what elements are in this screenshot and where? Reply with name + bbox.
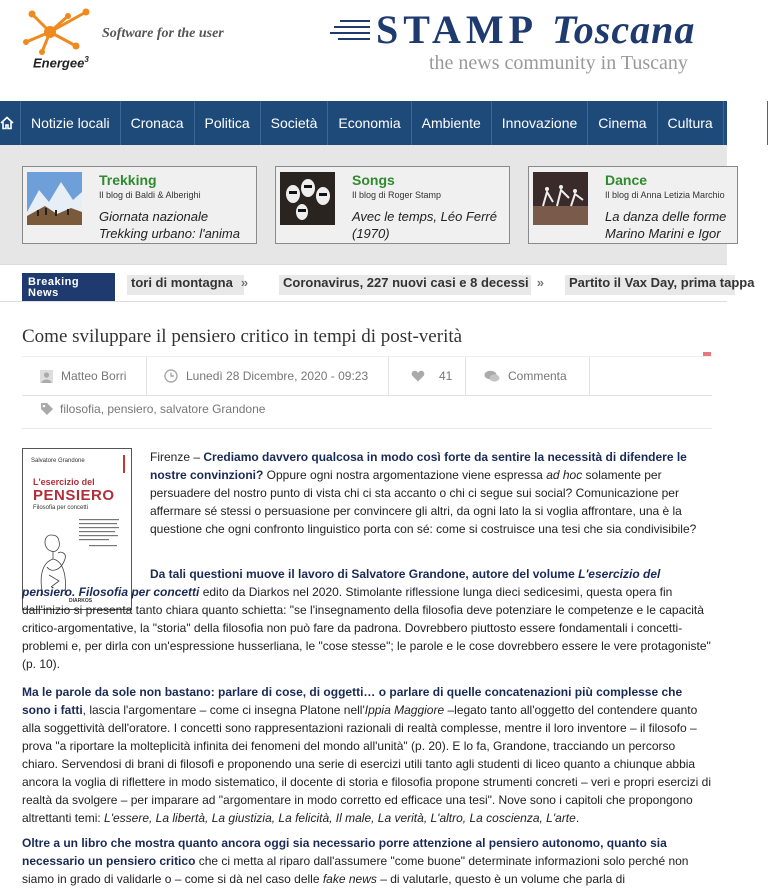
chevron-right-icon: » bbox=[240, 275, 249, 290]
breaking-news-bar bbox=[0, 264, 755, 302]
blog-title[interactable]: Songs bbox=[352, 172, 395, 188]
nav-item-cronaca[interactable]: Cronaca bbox=[121, 101, 195, 145]
user-icon bbox=[40, 370, 53, 383]
article-paragraph: Oltre a un libro che mostra quanto ancora oggi sia necessario porre attenzione al pensiero autonomo, quanto sia necessario un pensiero critico che ci metta al riparo dall'assumere "come buone" determinate informazioni solo perché non siamo in grado di validarle o – come si dà nel caso delle fake news – di valutarle, questo è un volume che parla di bbox=[22, 836, 689, 886]
main-nav bbox=[0, 101, 758, 145]
book-author: Salvatore Grandone bbox=[31, 458, 85, 464]
site-subtitle: the news community in Tuscany bbox=[429, 52, 688, 74]
article-meta bbox=[22, 356, 712, 396]
blog-teaser[interactable]: Avec le temps, Léo Ferré (1970) bbox=[352, 209, 497, 241]
nav-item-innovazione[interactable]: Innovazione bbox=[492, 101, 589, 145]
book-title-small: L'esercizio del bbox=[33, 477, 95, 487]
blog-author: Il blog di Anna Letizia Marchio bbox=[605, 190, 725, 200]
blog-title[interactable]: Dance bbox=[605, 172, 648, 188]
nav-item-ambiente[interactable]: Ambiente bbox=[412, 101, 492, 145]
breaking-news-item[interactable]: Coronavirus, 227 nuovi casi e 8 decessi » bbox=[279, 275, 531, 295]
trekking-thumbnail bbox=[27, 172, 82, 225]
likes-count: 41 bbox=[439, 369, 453, 383]
blog-strip bbox=[0, 145, 727, 264]
clock-icon bbox=[164, 369, 178, 383]
nav-item-notizie-locali[interactable]: Notizie locali bbox=[21, 101, 121, 145]
comment-link[interactable]: Commenta bbox=[508, 369, 567, 383]
book-subtitle: Filosofia per concetti bbox=[33, 505, 89, 511]
author-meta[interactable] bbox=[40, 357, 126, 395]
article-paragraph: Ma le parole da sole non bastano: parlare di cose, di oggetti… o parlare di quelle concatenazioni più complesse che sono i fatti, lascia l'argomentare – come ci insegna Platone nell'Ippia Maggiore –legato tanto all'oggetto del contendere quanto alla soggettività dell'oratore. I concetti sono rappresentazioni razionali di realtà complesse, mentre il loro inventore – il filosofo – prova "a riportare la molteplicità infinita dei fenomeni del mondo all'unità" (p. 20). E lo fa, Grandone, tracciando un percorso chiaro. Servendosi di brani di filosofi e proponendo una serie di esercizi utili tanto agli studenti di liceo quanto a chiunque abbia ancora la voglia di riflettere in modo sistematico, il docente di storia e filosofia propone strumenti concreti – veri e propri esercizi di realtà da svolgere – per imparare ad "argomentare in modo corretto ed efficace una tesi". Nove sono i capitoli che propongono altrettanti temi: L'essere, La libertà, La giustizia, La felicità, Il male, La verità, L'altro, La coscienza, L'arte. bbox=[22, 685, 711, 825]
blog-card-dance[interactable] bbox=[528, 166, 738, 244]
dance-thumbnail bbox=[533, 172, 588, 225]
book-title-big: PENSIERO bbox=[33, 487, 115, 504]
speed-lines-icon bbox=[330, 18, 370, 42]
article-tags bbox=[40, 402, 265, 416]
article-title: Come sviluppare il pensiero critico in tempi di post-verità bbox=[22, 326, 463, 347]
chevron-right-icon: » bbox=[536, 275, 544, 290]
blog-author: Il blog di Roger Stamp bbox=[352, 190, 442, 200]
logo-name: Energee$^3$ bbox=[33, 55, 89, 71]
nav-item-economia[interactable]: Economia bbox=[328, 101, 411, 145]
article-paragraph: Da tali questioni muove il lavoro di Salvatore Grandone, autore del volume L'esercizio del pensiero. Filosofia per concetti edito da Diarkos nel 2020. Stimolante riflessione lunga dieci sedicesimi, questa opera fin dall'inizio si presenta tanto chiara quanto schietta: "se l'insegnamento della filosofia deve potenziare le competenze e le capacità critico-argomentative, la "storia" della filosofia non può fare da padrona. Dovrebbero piuttosto essere fondamentali i concetti-problemi e, per dirla con un'espressione husserliana, le "cose stesse"; le parole e le cose dovrebbero essere le vere protagoniste" (p. 10). bbox=[22, 567, 711, 671]
tag-list[interactable]: filosofia, pensiero, salvatore Grandone bbox=[60, 402, 266, 416]
nav-item-internazionale[interactable]: Inte bbox=[724, 101, 768, 145]
nav-item-cultura[interactable]: Cultura bbox=[658, 101, 724, 145]
blog-card-songs[interactable] bbox=[275, 166, 510, 244]
article-paragraph: Firenze – Crediamo davvero qualcosa in modo così forte da sentire la necessità di difendere le nostre convinzioni? Oppure ogni nostra argomentazione viene espressa ad hoc solamente per persuadere del nostro punto di vista chi ci sta accanto o chi ci segue sui social? Comunicazione per affermare sé stessi o persuasione per convincere gli altri, da ogni lato la si voglia affrontare, una è la questione che ogni confronto linguistico porta con sé: come si costruisce una tesi che sia condivisibile? bbox=[150, 450, 697, 536]
tagline: Software for the user bbox=[102, 26, 224, 41]
tag-icon bbox=[40, 402, 54, 416]
comment-meta[interactable] bbox=[484, 357, 567, 395]
blog-title[interactable]: Trekking bbox=[99, 172, 157, 188]
heart-icon[interactable] bbox=[411, 370, 425, 382]
comment-icon bbox=[484, 370, 500, 383]
home-icon[interactable] bbox=[0, 101, 21, 145]
nav-item-cinema[interactable]: Cinema bbox=[588, 101, 657, 145]
book-publisher: DIARKOS bbox=[69, 598, 93, 604]
blog-teaser[interactable]: Giornata nazionale Trekking urbano: l'anima bbox=[99, 209, 240, 241]
blog-author: Il blog di Baldi & Alberighi bbox=[99, 190, 201, 200]
songs-thumbnail bbox=[280, 172, 335, 225]
nav-item-politica[interactable]: Politica bbox=[195, 101, 261, 145]
nav-item-societa[interactable]: Società bbox=[261, 101, 329, 145]
blog-teaser[interactable]: La danza delle forme Marino Marini e Igor bbox=[605, 209, 727, 241]
date-meta bbox=[164, 357, 368, 395]
publish-date: Lunedì 28 Dicembre, 2020 - 09:23 bbox=[186, 369, 369, 383]
divider bbox=[22, 428, 712, 429]
site-title[interactable]: STAMP Toscana bbox=[376, 7, 696, 52]
site-header bbox=[0, 0, 727, 100]
breaking-news-item[interactable]: Partito il Vax Day, prima tappa bbox=[565, 275, 735, 295]
author-name[interactable]: Matteo Borri bbox=[61, 369, 127, 383]
likes-meta[interactable] bbox=[411, 357, 452, 395]
breaking-news-item[interactable]: tori di montagna » bbox=[127, 275, 244, 295]
breaking-news-label: Breaking News bbox=[22, 273, 115, 301]
blog-card-trekking[interactable] bbox=[22, 166, 257, 244]
